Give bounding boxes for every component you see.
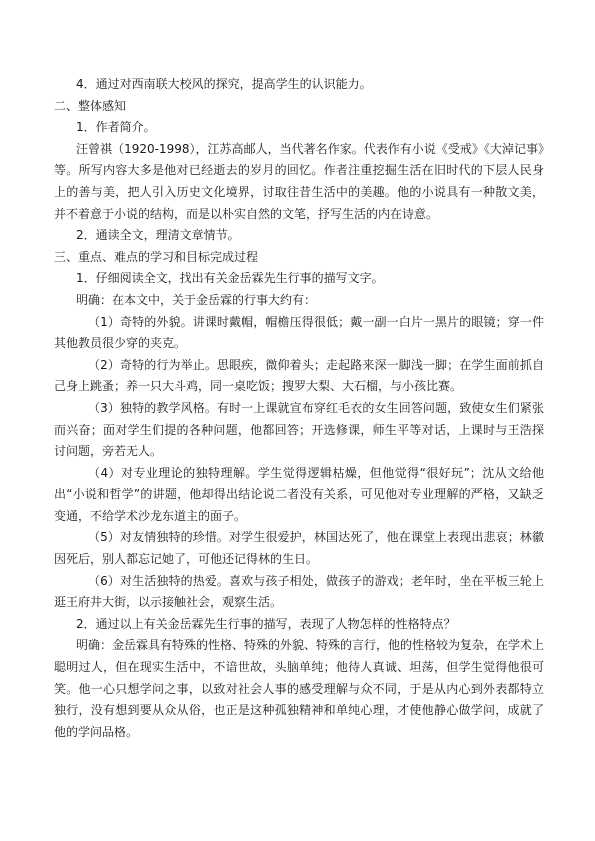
list-item-behavior: （2）奇特的行为举止。思眼疾，微仰着头；走起路来深一脚浅一脚；在学生面前抓自己身上跳蚤；养一只大斗鸡，同一桌吃饭；搜罗大梨、大石榴，与小孩比赛。 [54, 357, 544, 394]
paragraph-answer-intro: 明确：在本文中，关于金岳霖的行事大约有： [76, 292, 317, 307]
list-item-love-of-life: （6）对生活独特的热爱。喜欢与孩子相处，做孩子的游戏；老年时，坐在平板三轮上逛王府井大街，以示接触社会，观察生活。 [54, 573, 544, 610]
paragraph-objective-4: 4．通过对西南联大校风的探究，提高学生的认识能力。 [76, 77, 372, 91]
section-heading-overall-perception: 二、整体感知 [54, 98, 127, 113]
list-item-friendship: （5）对友情独特的珍惜。对学生很爱护，林国达死了，他在课堂上表现出悲哀；林徽因死后，别人都忘记她了，可他还记得林的生日。 [54, 530, 544, 567]
document-body [54, 74, 544, 743]
paragraph-question-1: 1．仔细阅读全文，找出有关金岳霖先生行事的描写文字。 [76, 271, 384, 286]
paragraph-author-intro-heading: 1．作者简介。 [76, 120, 156, 135]
paragraph-answer-character: 明确：金岳霖具有特殊的性格、特殊的外貌、特殊的言行，他的性格较为复杂，在学术上聪明过人，但在现实生活中，不谙世故，头脑单纯；他待人真诚、坦荡，但学生觉得他很可笑。他一心只想学问之事，以致对社会人事的感受理解与众不同，于是从内心到外表都特立独行，没有想到要从众从俗，也正是这种孤独精神和单纯心理，才使他静心做学问，成就了他的学问品格。 [54, 638, 545, 739]
list-item-theory-understanding: （4）对专业理论的独特理解。学生觉得逻辑枯燥，但他觉得“很好玩”；沈从文给他出“小说和哲学”的讲题，他却得出结论说二者没有关系，可见他对专业理解的严格，又缺乏变通，不给学术沙龙东道主的面子。 [54, 465, 544, 523]
paragraph-read-through: 2．通读全文，理清文章情节。 [76, 228, 240, 243]
paragraph-author-bio: 汪曾祺（1920-1998），江苏高邮人，当代著名作家。代表作有小说《受戒》《大淖记事》等。所写内容大多是他对已经逝去的岁月的回忆。作者注重挖掘生活在旧时代的下层人民身上的善与美，把人引入历史文化境界，讨取往昔生活中的美趣。他的小说具有一种散文美，并不着意于小说的结构，而是以朴实自然的文笔，抒写生活的内在诗意。 [54, 141, 544, 221]
list-item-appearance: （1）奇特的外貌。讲课时戴帽，帽檐压得很低；戴一副一白片一黑片的眼镜；穿一件其他教员很少穿的夹克。 [54, 314, 544, 351]
paragraph-question-2: 2．通过以上有关金岳霖先生行事的描写，表现了人物怎样的性格特点？ [76, 616, 456, 631]
section-heading-key-points: 三、重点、难点的学习和目标完成过程 [54, 249, 259, 264]
list-item-teaching-style: （3）独特的教学风格。有时一上课就宣布穿红毛衣的女生回答问题，致使女生们紧张而兴奋；面对学生们提的各种问题，他都回答；开选修课，师生平等对话，上课时与王浩探讨问题，旁若无人。 [54, 400, 544, 459]
